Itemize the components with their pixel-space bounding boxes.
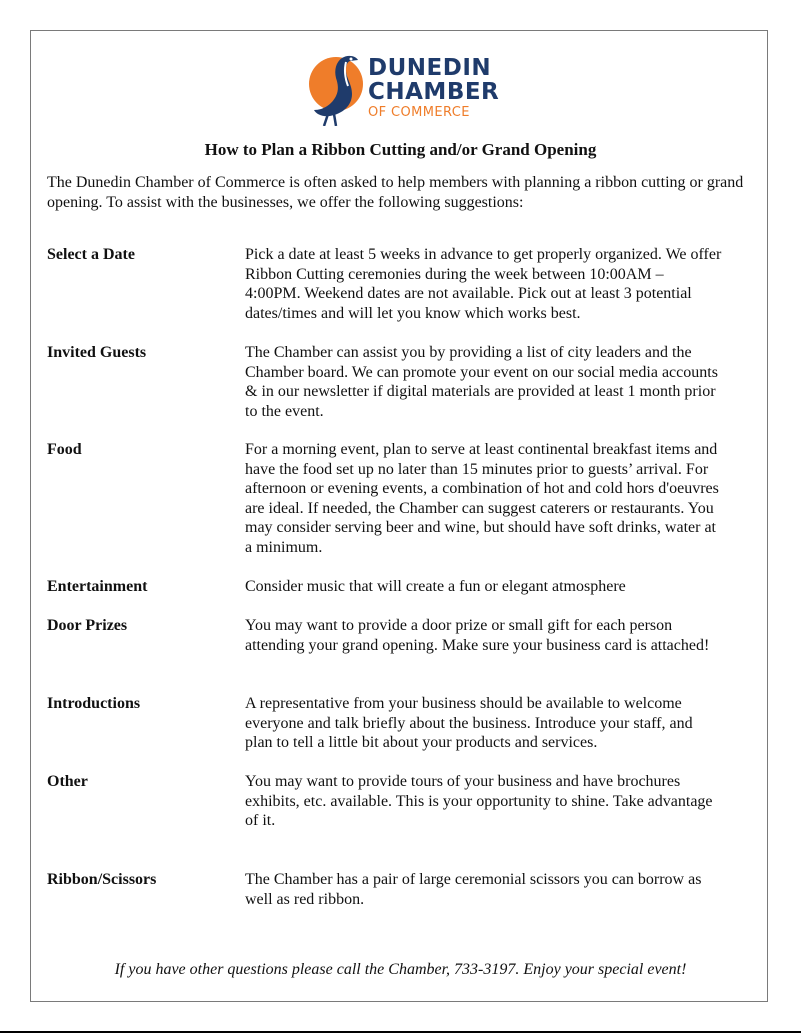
heron-sun-icon xyxy=(306,48,376,126)
section-description: For a morning event, plan to serve at least continental breakfast items and have the food set up no later than 15 minutes prior to guests’ arrival. For afternoon or evening events, a combination of hot and cold hors d'oeuvres are ideal. If needed, the Chamber can suggest caterers or restaurants. You may consider serving beer and wine, but should have soft drinks, water at a minimum. xyxy=(245,441,719,556)
document-title: How to Plan a Ribbon Cutting and/or Grand Opening xyxy=(204,140,597,159)
logo-line-dunedin: DUNEDIN xyxy=(368,55,492,81)
section-description: You may want to provide tours of your business and have brochures exhibits, etc. available. This is your opportunity to shine. Take advantage of it. xyxy=(245,773,713,829)
section-term: Ribbon/Scissors xyxy=(47,871,157,888)
section-description: You may want to provide a door prize or small gift for each person attending your grand opening. Make sure your business card is attached! xyxy=(245,617,710,654)
chamber-logo xyxy=(306,48,500,126)
section-term: Door Prizes xyxy=(47,617,128,634)
intro-paragraph: The Dunedin Chamber of Commerce is often asked to help members with planning a ribbon cutting or grand opening. To assist with the businesses, we offer the following suggestions: xyxy=(47,174,744,211)
section-term: Food xyxy=(47,441,82,458)
logo-wordmark xyxy=(368,56,499,121)
section-term: Other xyxy=(47,773,88,790)
section-description: Consider music that will create a fun or elegant atmosphere xyxy=(245,578,626,595)
section-term: Select a Date xyxy=(47,246,135,263)
section-term: Entertainment xyxy=(47,578,148,595)
section-description: A representative from your business should be available to welcome everyone and talk briefly about the business. Introduce your staff, and plan to tell a little bit about your products and services. xyxy=(245,695,693,751)
logo-line-chamber: CHAMBER xyxy=(368,79,500,105)
section-term: Invited Guests xyxy=(47,344,147,361)
section-description: Pick a date at least 5 weeks in advance to get properly organized. We offer Ribbon Cutting ceremonies during the week between 10:00AM – 4:00PM. Weekend dates are not available. Pick out at least 3 potential dates/times and will let you know which works best. xyxy=(245,246,722,322)
section-description: The Chamber can assist you by providing a list of city leaders and the Chamber board. We can promote your event on our social media accounts & in our newsletter if digital materials are provided at least 1 month prior to the event. xyxy=(245,344,718,420)
section-description: The Chamber has a pair of large ceremonial scissors you can borrow as well as red ribbon. xyxy=(245,871,702,908)
closing-note: If you have other questions please call the Chamber, 733-3197. Enjoy your special event! xyxy=(114,961,687,978)
bottom-rule xyxy=(0,1031,801,1033)
logo-line-of-commerce: OF COMMERCE xyxy=(368,105,470,120)
section-term: Introductions xyxy=(47,695,141,712)
